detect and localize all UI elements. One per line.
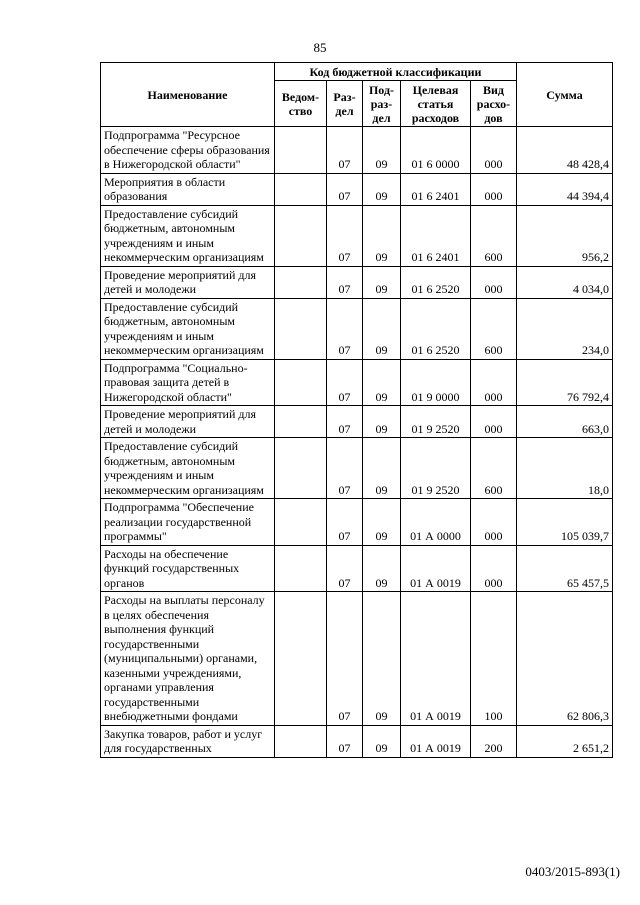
row-department [275, 127, 327, 174]
row-name: Закупка товаров, работ и услуг для государственных [101, 725, 275, 757]
row-target-item: 01 9 2520 [401, 406, 471, 438]
row-amount: 76 792,4 [517, 359, 613, 406]
row-department [275, 725, 327, 757]
document-code: 0403/2015-893(1) [525, 864, 620, 879]
row-name: Подпрограмма "Ресурсное обеспечение сферы образования в Нижегородской области" [101, 127, 275, 174]
row-amount: 105 039,7 [517, 499, 613, 546]
row-subsection: 09 [363, 127, 401, 174]
row-department [275, 438, 327, 499]
row-name: Подпрограмма "Обеспечение реализации государственной программы" [101, 499, 275, 546]
table-row [101, 438, 613, 499]
row-section: 07 [327, 298, 363, 359]
table-body [101, 127, 613, 758]
row-target-item: 01 6 0000 [401, 127, 471, 174]
row-expense-type: 200 [471, 725, 517, 757]
row-target-item: 01 9 0000 [401, 359, 471, 406]
row-subsection: 09 [363, 592, 401, 726]
table-row [101, 173, 613, 205]
row-name: Предоставление субсидий бюджетным, автономным учреждениям и иным некоммерческим организациям [101, 438, 275, 499]
row-expense-type: 000 [471, 173, 517, 205]
row-amount: 956,2 [517, 205, 613, 266]
row-subsection: 09 [363, 545, 401, 592]
row-expense-type: 100 [471, 592, 517, 726]
row-amount: 18,0 [517, 438, 613, 499]
row-department [275, 545, 327, 592]
row-department [275, 205, 327, 266]
header-subsection: Под-раз-дел [363, 81, 401, 127]
table-row [101, 127, 613, 174]
row-target-item: 01 9 2520 [401, 438, 471, 499]
row-section: 07 [327, 173, 363, 205]
header-classification-group: Код бюджетной классификации [275, 63, 517, 81]
row-section: 07 [327, 545, 363, 592]
row-name: Проведение мероприятий для детей и молодежи [101, 266, 275, 298]
budget-table [100, 62, 613, 758]
row-amount: 48 428,4 [517, 127, 613, 174]
row-section: 07 [327, 438, 363, 499]
row-name: Расходы на обеспечение функций государственных органов [101, 545, 275, 592]
table-row [101, 545, 613, 592]
header-name: Наименование [101, 63, 275, 127]
row-target-item: 01 А 0019 [401, 545, 471, 592]
row-name: Предоставление субсидий бюджетным, автономным учреждениям и иным некоммерческим организациям [101, 205, 275, 266]
row-expense-type: 000 [471, 127, 517, 174]
table-row [101, 298, 613, 359]
row-name: Предоставление субсидий бюджетным, автономным учреждениям и иным некоммерческим организациям [101, 298, 275, 359]
row-amount: 2 651,2 [517, 725, 613, 757]
row-section: 07 [327, 406, 363, 438]
row-target-item: 01 6 2401 [401, 205, 471, 266]
row-amount: 663,0 [517, 406, 613, 438]
row-expense-type: 600 [471, 438, 517, 499]
row-expense-type: 000 [471, 359, 517, 406]
row-expense-type: 000 [471, 545, 517, 592]
row-subsection: 09 [363, 406, 401, 438]
row-subsection: 09 [363, 359, 401, 406]
row-target-item: 01 А 0019 [401, 725, 471, 757]
row-subsection: 09 [363, 725, 401, 757]
row-department [275, 266, 327, 298]
row-name: Расходы на выплаты персоналу в целях обеспечения выполнения функций государственными (муниципальными) органами, казенными учреждениями, органами управления государственными внебюджетными фондами [101, 592, 275, 726]
row-amount: 234,0 [517, 298, 613, 359]
row-amount: 44 394,4 [517, 173, 613, 205]
row-subsection: 09 [363, 173, 401, 205]
row-name: Подпрограмма "Социально-правовая защита детей в Нижегородской области" [101, 359, 275, 406]
row-department [275, 406, 327, 438]
row-subsection: 09 [363, 438, 401, 499]
row-expense-type: 600 [471, 205, 517, 266]
header-department: Ведом-ство [275, 81, 327, 127]
row-amount: 4 034,0 [517, 266, 613, 298]
table-row [101, 266, 613, 298]
row-subsection: 09 [363, 266, 401, 298]
row-section: 07 [327, 266, 363, 298]
row-subsection: 09 [363, 499, 401, 546]
row-name: Мероприятия в области образования [101, 173, 275, 205]
row-section: 07 [327, 592, 363, 726]
row-section: 07 [327, 127, 363, 174]
row-department [275, 499, 327, 546]
row-target-item: 01 6 2401 [401, 173, 471, 205]
row-subsection: 09 [363, 205, 401, 266]
row-section: 07 [327, 359, 363, 406]
row-expense-type: 000 [471, 499, 517, 546]
row-target-item: 01 А 0000 [401, 499, 471, 546]
row-department [275, 173, 327, 205]
row-section: 07 [327, 725, 363, 757]
row-target-item: 01 А 0019 [401, 592, 471, 726]
header-expense-type: Вид расхо-дов [471, 81, 517, 127]
table-row [101, 205, 613, 266]
header-target-item: Целевая статья расходов [401, 81, 471, 127]
row-subsection: 09 [363, 298, 401, 359]
row-department [275, 359, 327, 406]
row-amount: 65 457,5 [517, 545, 613, 592]
row-name: Проведение мероприятий для детей и молодежи [101, 406, 275, 438]
row-amount: 62 806,3 [517, 592, 613, 726]
row-department [275, 298, 327, 359]
table-row [101, 592, 613, 726]
header-section: Раз-дел [327, 81, 363, 127]
table-row [101, 499, 613, 546]
header-amount: Сумма [517, 63, 613, 127]
row-target-item: 01 6 2520 [401, 266, 471, 298]
row-section: 07 [327, 205, 363, 266]
row-expense-type: 000 [471, 406, 517, 438]
row-expense-type: 000 [471, 266, 517, 298]
row-section: 07 [327, 499, 363, 546]
table-row [101, 406, 613, 438]
table-row [101, 725, 613, 757]
table-row [101, 359, 613, 406]
row-target-item: 01 6 2520 [401, 298, 471, 359]
page-number: 85 [313, 40, 327, 55]
row-expense-type: 600 [471, 298, 517, 359]
row-department [275, 592, 327, 726]
